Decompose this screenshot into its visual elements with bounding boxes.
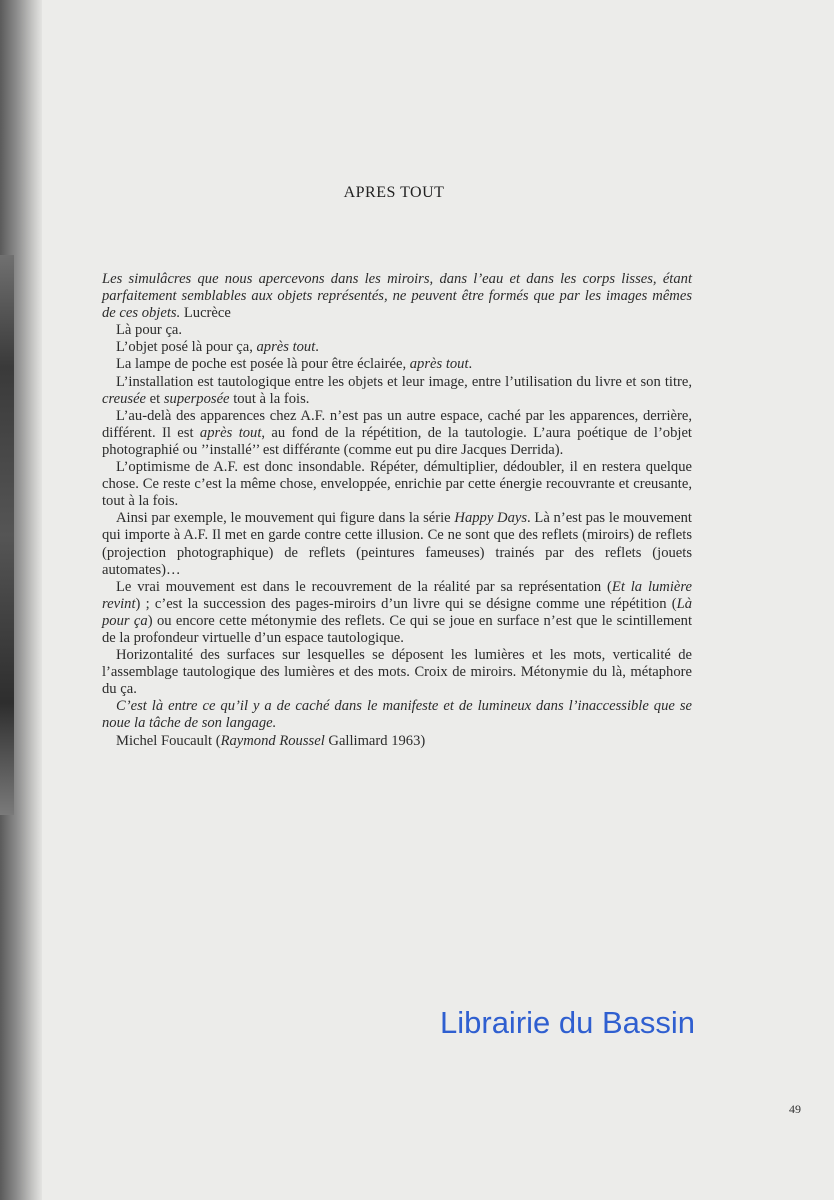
- text-run: Là pour ça.: [116, 322, 183, 339]
- paragraph: [102, 374, 692, 408]
- page-number: 49: [789, 1102, 801, 1116]
- book-gutter: [0, 0, 42, 1200]
- adjacent-page-photo: [0, 255, 14, 815]
- text-run: Gallimard 1963): [324, 732, 426, 749]
- italic-text: C’est là entre ce qu’il y a de caché dans le manifeste et de lumineux dans l’inaccessible que se noue la tâche de son langage.: [102, 698, 692, 732]
- text-run: nte (comme eut pu dire Jacques Derrida).: [322, 441, 564, 458]
- italic-text: après tout: [199, 424, 262, 441]
- italic-text: après tout: [409, 356, 469, 373]
- text-run: L’optimisme de A.F. est donc insondable. Répéter, démultiplier, dédoubler, il en restera quelque chose. Ce reste c’est la même chose, enveloppée, enrichie par cette énergie recouvrante et creusante, tout à la fois.: [102, 459, 692, 510]
- text-run: et: [146, 390, 164, 407]
- text-run: Lucrèce: [180, 305, 231, 322]
- text-run: . Là n’est pas le mouvement qui importe à A.F. Il met en garde contre cette illusion. Ce ne sont que des reflets (miroirs) de reflets (projection photographique) de reflets (peintures fameuses) trainés par des reflets (jouets automates)…: [102, 510, 692, 578]
- italic-text: superposée: [163, 390, 230, 407]
- book-page: [42, 0, 834, 1200]
- article-body: [102, 271, 692, 750]
- paragraph: [102, 510, 692, 578]
- paragraph: [102, 733, 692, 750]
- italic-text: creusée: [102, 390, 147, 407]
- text-run: Michel Foucault (: [116, 732, 221, 749]
- text-run: Horizontalité des surfaces sur lesquelles se déposent les lumières et les mots, verticalité de l’assemblage tautologique des lumières et des mots. Croix de miroirs. Métonymie du là, métaphore du ça.: [102, 647, 692, 698]
- bookseller-watermark: Librairie du Bassin: [440, 1005, 696, 1040]
- paragraph: [102, 271, 692, 322]
- text-run: L’installation est tautologique entre les objets et leur image, entre l’utilisation du livre et son titre,: [116, 373, 692, 390]
- italic-text: Les simulâcres que nous apercevons dans les miroirs, dans l’eau et dans les corps lisses, étant parfaitement semblables aux objets représentés, ne peuvent être formés que par les images mêmes de ces objets.: [102, 271, 692, 322]
- italic-text: Happy Days: [454, 510, 528, 527]
- paragraph: [102, 339, 692, 356]
- page-title: APRES TOUT: [343, 184, 445, 201]
- italic-text: a: [314, 441, 323, 458]
- text-run: Ainsi par exemple, le mouvement qui figure dans la série: [116, 510, 455, 527]
- text-run: Le vrai mouvement est dans le recouvrement de la réalité par sa représentation (: [116, 578, 612, 595]
- text-run: .: [468, 356, 473, 373]
- paragraph: [102, 356, 692, 373]
- paragraph: [102, 459, 692, 510]
- text-run: L’au-delà des apparences chez A.F. n’est pas un autre espace, caché par les apparences, derrière, différent. Il est: [102, 407, 692, 441]
- text-run: , au fond de la répétition, de la tautologie. L’aura poétique de l’objet photographié ou ’’installé’’ est différ: [102, 424, 692, 458]
- paragraph: [102, 647, 692, 698]
- paragraph: [102, 579, 692, 647]
- text-run: ) ou encore cette métonymie des reflets. Ce qui se joue en surface n’est que le scintillement de la profondeur virtuelle d’un espace tautologique.: [102, 612, 692, 646]
- text-run: .: [315, 339, 319, 356]
- paragraph: [102, 408, 692, 459]
- text-run: La lampe de poche est posée là pour être éclairée,: [116, 356, 410, 373]
- italic-text: Et la lumière revint: [102, 578, 692, 612]
- italic-text: Raymond Roussel: [220, 732, 325, 749]
- paragraph: [102, 322, 692, 339]
- text-run: tout à la fois.: [229, 390, 310, 407]
- italic-text: après tout: [256, 339, 316, 356]
- italic-text: Là pour ça: [102, 595, 692, 629]
- text-run: ) ; c’est la succession des pages-miroirs d’un livre qui se désigne comme une répétition (: [135, 595, 677, 612]
- paragraph: [102, 698, 692, 732]
- text-run: L’objet posé là pour ça,: [116, 339, 257, 356]
